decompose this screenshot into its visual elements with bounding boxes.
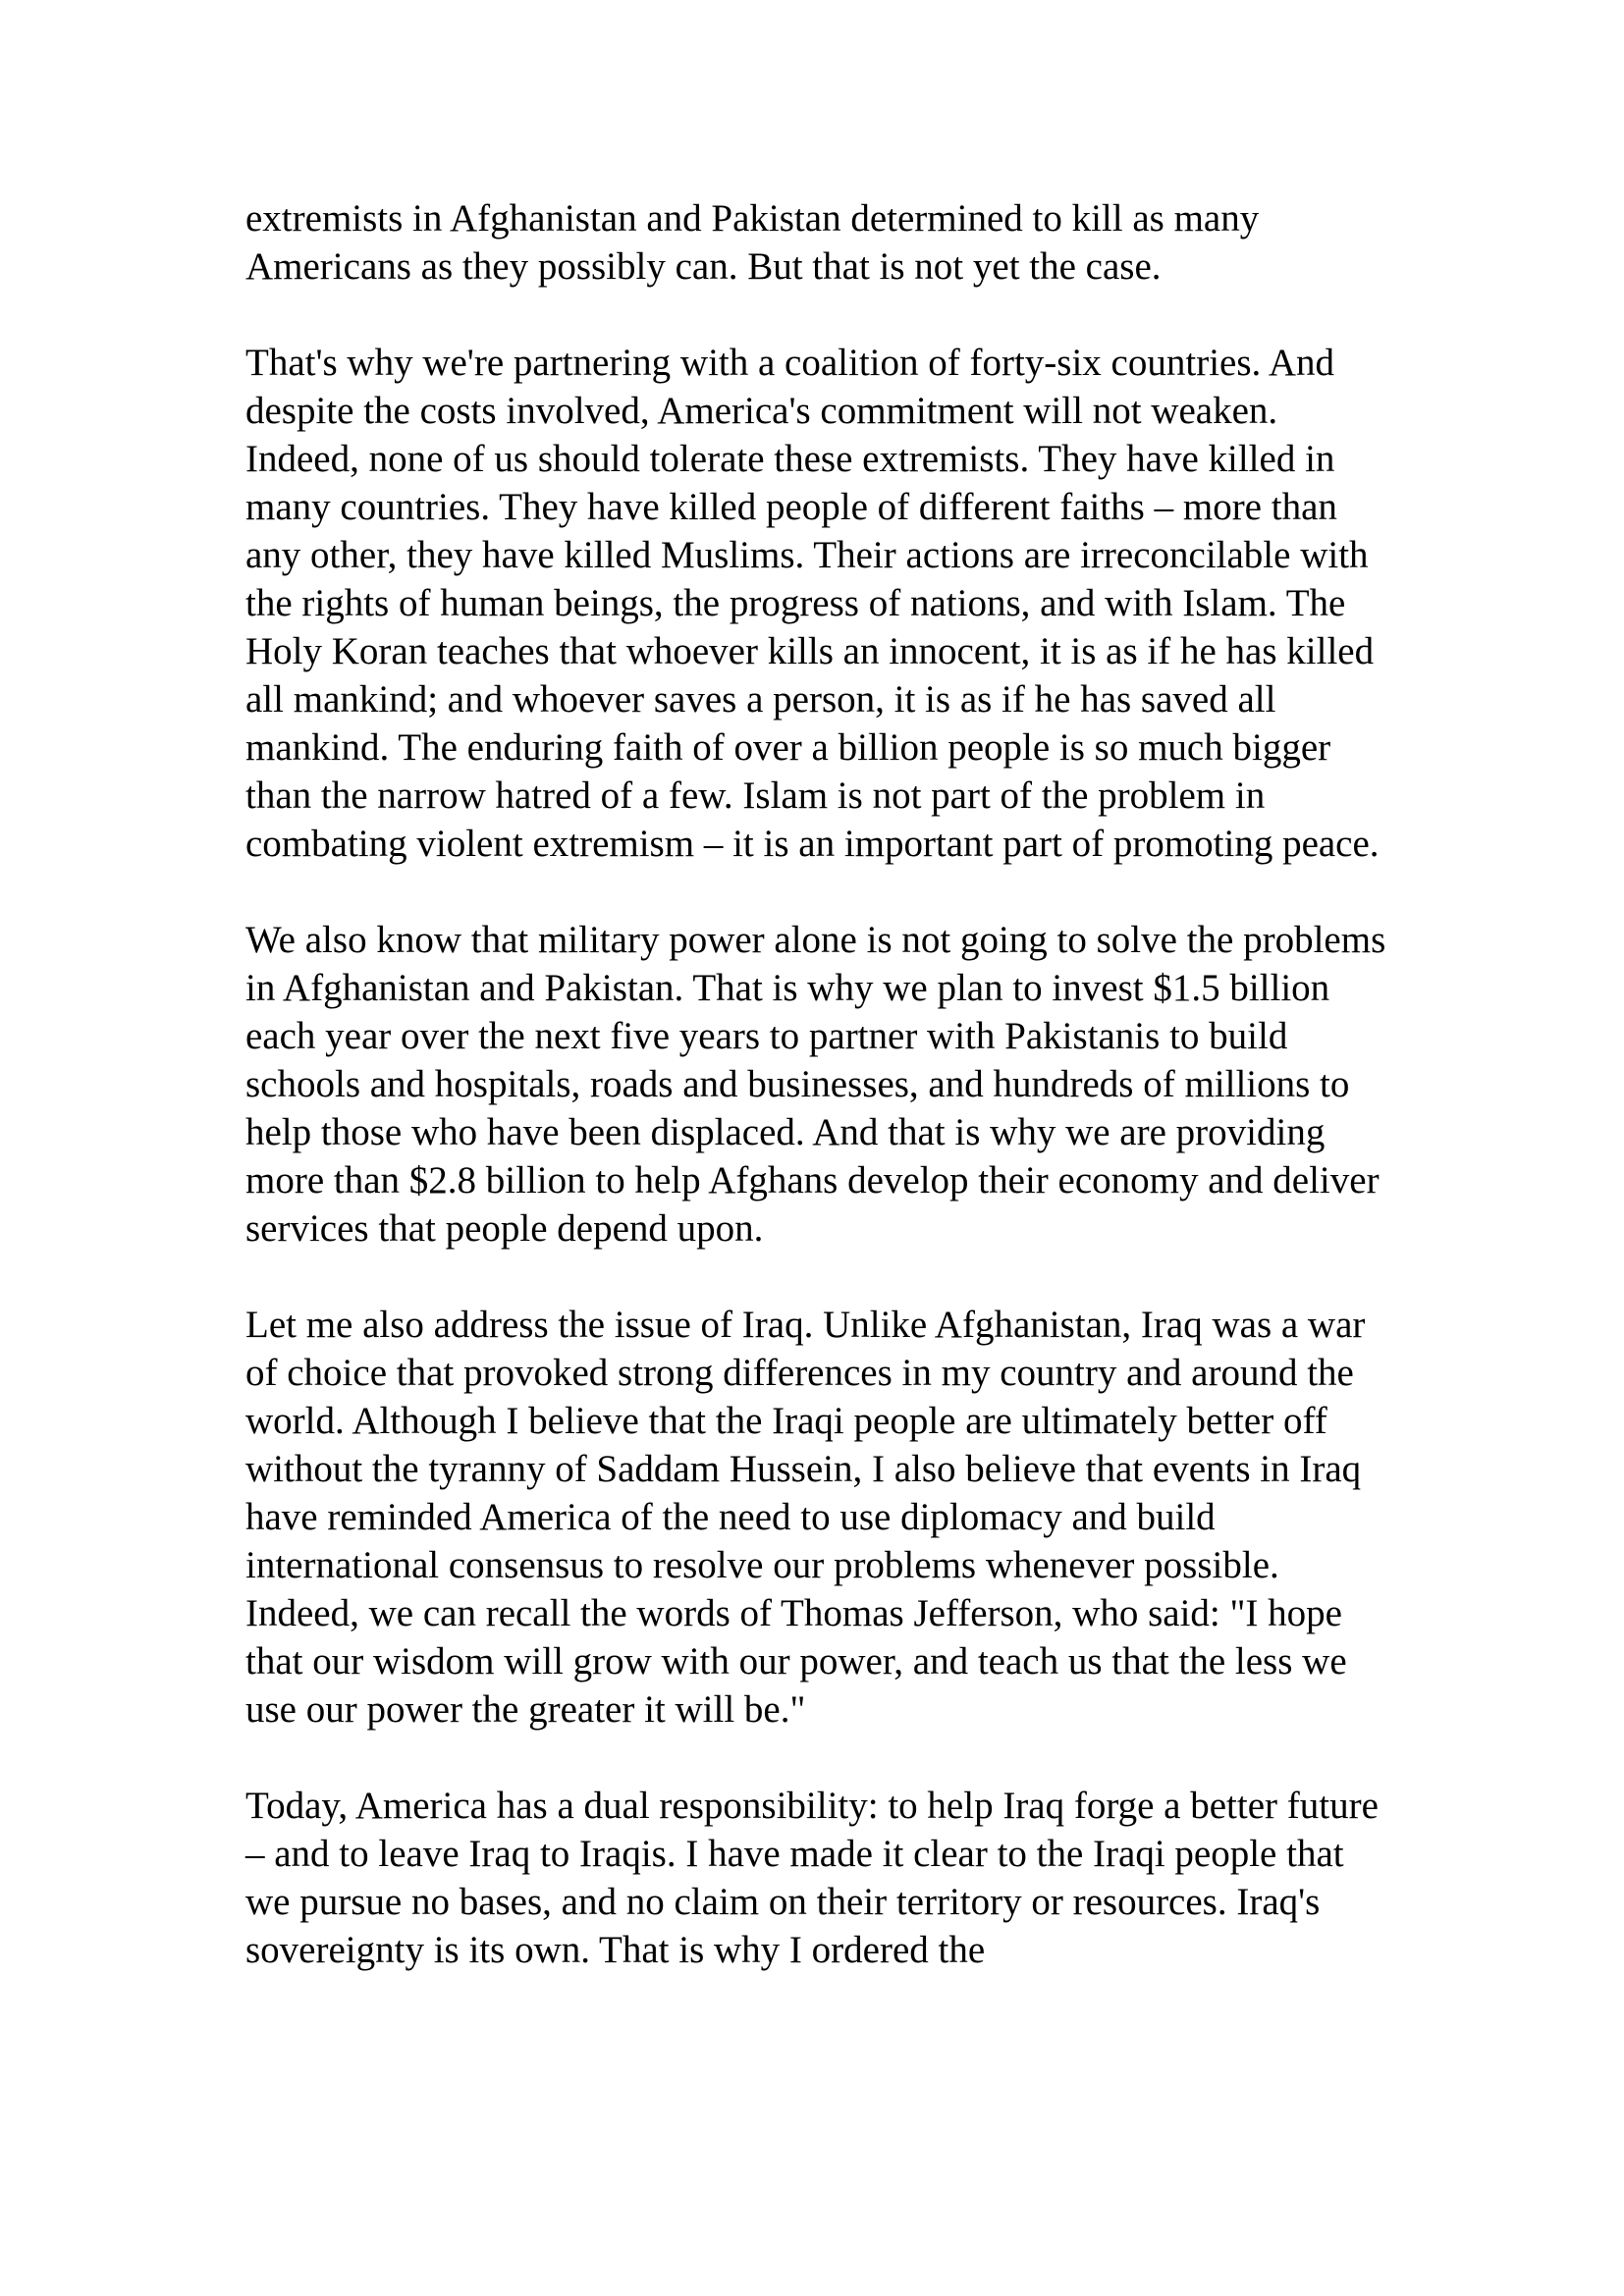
paragraph: extremists in Afghanistan and Pakistan determined to kill as many Americans as they possibly can. But that is not yet the case. bbox=[245, 197, 1260, 288]
paragraph: That's why we're partnering with a coalition of forty-six countries. And despite the costs involved, America's commitment will not weaken. Indeed, none of us should tolerate these extremists. They have killed in many countries. They have killed people of different faiths – more than any other, they have killed Muslims. Their actions are irreconcilable with the rights of human beings, the progress of nations, and with Islam. The Holy Koran teaches that whoever kills an innocent, it is as if he has killed all mankind; and whoever saves a person, it is as if he has saved all mankind. The enduring faith of over a billion people is so much bigger than the narrow hatred of a few. Islam is not part of the problem in combating violent extremism – it is an important part of promoting peace. bbox=[245, 342, 1380, 865]
paragraph: Today, America has a dual responsibility: to help Iraq forge a better future – and to leave Iraq to Iraqis. I have made it clear to the Iraqi people that we pursue no bases, and no claim on their territory or resources. Iraq's sovereignty is its own. That is why I ordered the bbox=[245, 1785, 1379, 1971]
document-body bbox=[245, 194, 1394, 2022]
paragraph: Let me also address the issue of Iraq. Unlike Afghanistan, Iraq was a war of choice that provoked strong differences in my country and around the world. Although I believe that the Iraqi people are ultimately better off without the tyranny of Saddam Hussein, I also believe that events in Iraq have reminded America of the need to use diplomacy and build international consensus to resolve our problems whenever possible. Indeed, we can recall the words of Thomas Jefferson, who said: "I hope that our wisdom will grow with our power, and teach us that the less we use our power the greater it will be." bbox=[245, 1304, 1366, 1731]
paragraph: We also know that military power alone is not going to solve the problems in Afghanistan and Pakistan. That is why we plan to invest $1.5 billion each year over the next five years to partner with Pakistanis to build schools and hospitals, roads and businesses, and hundreds of millions to help those who have been displaced. And that is why we are providing more than $2.8 billion to help Afghans develop their economy and deliver services that people depend upon. bbox=[245, 919, 1386, 1250]
